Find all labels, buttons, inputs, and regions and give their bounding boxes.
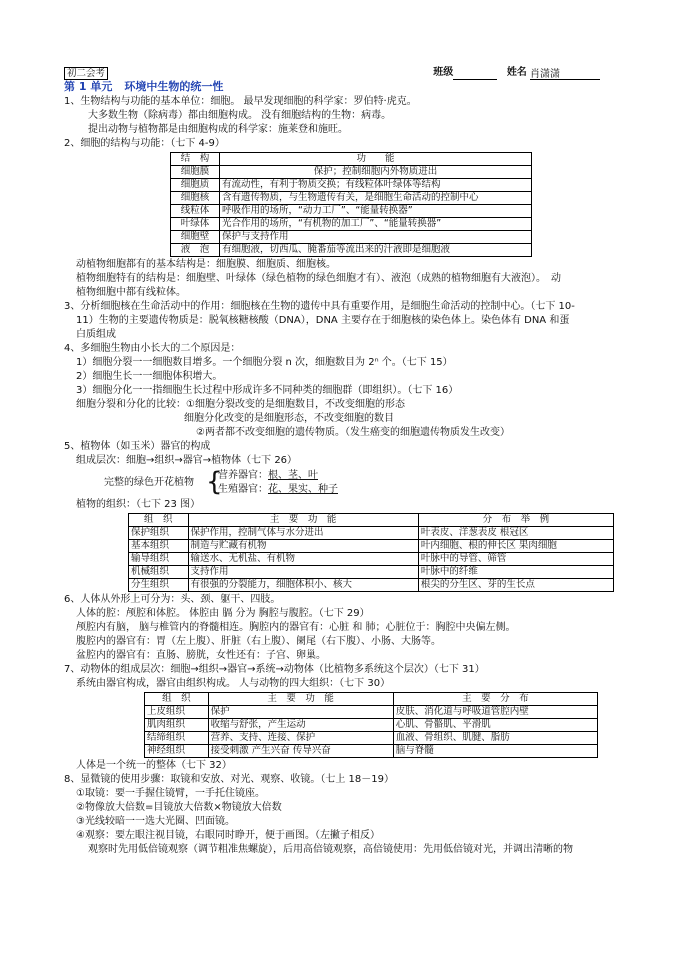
col-header: 组 织 (145, 693, 209, 706)
cell: 呼吸作用的场所，“动力工厂”、“能量转换器” (220, 205, 532, 218)
s3-line-1: 3、分析细胞核在生命活动中的作用：细胞核在生物的遗传中具有重要作用，是细胞生命活动的控制中心。（七下 10- (64, 301, 575, 312)
cell: 叶脉中的纤维 (418, 566, 613, 579)
table-header-row (129, 514, 614, 527)
table-row (145, 706, 598, 719)
s4-reason-3: 3）细胞分化一一指细胞生长过程中形成许多不同种类的细胞群（即组织）。（七下 16） (76, 385, 459, 396)
cell: 制造与贮藏有机物 (188, 540, 418, 553)
name-value: 肖潇潇 (530, 68, 600, 80)
table-row (171, 218, 532, 231)
col-header: 功 能 (220, 153, 532, 166)
table-row (129, 566, 614, 579)
cell: 有很强的分裂能力，细胞体积小、核大 (188, 579, 418, 592)
s8-step-5: 观察时先用低倍镜观察（调节粗准焦螺旋），后用高倍镜观察，高倍镜使用：先用低倍镜对光，并调出清晰的物 (88, 844, 573, 855)
branch-value: 根、茎、叶 (268, 470, 318, 481)
exam-tag: 初二会考 (64, 67, 108, 80)
s4-reason-2: 2）细胞生长一一细胞体积增大。 (76, 371, 223, 382)
s3-line-3: 白质组成 (76, 329, 116, 340)
cell: 上皮组织 (145, 706, 209, 719)
branch-label: 营养器官： (218, 470, 268, 481)
page-header (64, 66, 640, 80)
name-label: 姓名 (506, 67, 527, 78)
col-header: 主 要 功 能 (208, 693, 393, 706)
table-row (145, 745, 598, 758)
animal-tissue-table (144, 692, 598, 758)
cell: 含有遗传物质，与生物遗传有关，是细胞生命活动的控制中心 (220, 192, 532, 205)
student-info (433, 66, 600, 80)
branch-label: 生殖器官： (218, 484, 268, 495)
cell: 液 泡 (171, 244, 220, 257)
col-header: 分 布 举 例 (418, 514, 613, 527)
cell: 线粒体 (171, 205, 220, 218)
s6-line-2: 人体的腔：颅腔和体腔。 体腔由 膈 分为 胸腔与腹腔。（七下 29） (76, 608, 370, 619)
tree-root: 完整的绿色开花植物 (104, 477, 194, 488)
s6-line-1: 6、人体从外形上可分为：头、颈、躯干、四肢。 (64, 594, 281, 605)
cell: 细胞壁 (171, 231, 220, 244)
table-row (129, 540, 614, 553)
s4-reason-1: 1）细胞分裂一一细胞数目增多。一个细胞分裂 n 次，细胞数目为 2ⁿ 个。（七下 15） (76, 357, 453, 368)
s2-note-2: 植物细胞特有的结构是：细胞壁、叶绿体（绿色植物的绿色细胞才有）、液泡（成熟的植物细胞有大液泡）。 动 (76, 273, 561, 284)
cell: 叶内细胞、根的伸长区 果肉细胞 (418, 540, 613, 553)
s2-title: 2、细胞的结构与功能：（七下 4-9） (64, 138, 225, 149)
cell: 结缔组织 (145, 732, 209, 745)
s1-line-3: 提出动物与植物都是由细胞构成的科学家：施莱登和施旺。 (88, 124, 348, 135)
s7-line-1: 7、动物体的组成层次：细胞→组织→器官→系统→动物体（比植物多系统这个层次）（七下 31） (64, 664, 485, 675)
table-row (129, 553, 614, 566)
class-blank (453, 68, 497, 80)
s7-line-3: 人体是一个统一的整体（七下 32） (76, 760, 232, 771)
plant-organ-tree (104, 468, 640, 498)
s6-line-3: 颅腔内有脑， 脑与椎管内的脊髓相连。胸腔内的器官有：心脏 和 肺；心脏位于：胸腔中央偏左侧。 (76, 622, 516, 633)
s5-tissue-title: 植物的组织：（七下 23 图） (76, 499, 201, 510)
col-header: 结 构 (171, 153, 220, 166)
cell: 输导组织 (129, 553, 189, 566)
cell: 有细胞液，切西瓜、腌番茄等流出来的汁液即是细胞液 (220, 244, 532, 257)
s6-line-4: 腹腔内的器官有：胃（左上腹）、肝脏（右上腹）、阑尾（右下腹）、小肠、大肠等。 (76, 636, 441, 647)
col-header: 主 要 功 能 (188, 514, 418, 527)
tree-branch-vegetative (218, 469, 318, 483)
cell: 分生组织 (129, 579, 189, 592)
cell: 输送水、无机盐、有机物 (188, 553, 418, 566)
table-row (171, 166, 532, 179)
cell: 支持作用 (188, 566, 418, 579)
s5-levels: 组成层次：细胞→组织→器官→植物体（七下 26） (76, 455, 298, 466)
s7-line-2: 系统由器官构成，器官由组织构成。 人与动物的四大组织：（七下 30） (76, 678, 391, 689)
table-row (171, 192, 532, 205)
table-row (145, 719, 598, 732)
cell: 皮肤、消化道与呼吸道管腔内壁 (393, 706, 597, 719)
cell: 营养、支持、连接、保护 (208, 732, 393, 745)
cell: 收缩与舒张，产生运动 (208, 719, 393, 732)
s6-line-5: 盆腔内的器官有：直肠、膀胱，女性还有：子宫、卵巢。 (76, 650, 326, 661)
cell: 细胞核 (171, 192, 220, 205)
unit-name: 环境中生物的统一性 (124, 80, 224, 93)
cell: 叶脉中的导管、筛管 (418, 553, 613, 566)
cell: 保护作用，控制气体与水分进出 (188, 527, 418, 540)
s2-note-1: 动植物细胞都有的基本结构是：细胞膜、细胞质、细胞核。 (76, 259, 336, 270)
s4-compare-1: 细胞分裂和分化的比较：①细胞分裂改变的是细胞数目，不改变细胞的形态 (76, 399, 405, 410)
table-row (171, 179, 532, 192)
s3-line-2: 11）生物的主要遗传物质是：脱氧核糖核酸（DNA），DNA 主要存在于细胞核的染色体上。染色体有 DNA 和蛋 (76, 315, 570, 326)
table-row (145, 732, 598, 745)
cell: 光合作用的场所，“有机物的加工厂”、“能量转换器” (220, 218, 532, 231)
plant-tissue-table (128, 513, 614, 592)
table-row (129, 579, 614, 592)
cell: 血液、骨组织、肌腱、脂肪 (393, 732, 597, 745)
cell: 根尖的分生区、芽的生长点 (418, 579, 613, 592)
s4-compare-2: 细胞分化改变的是细胞形态，不改变细胞的数目 (184, 413, 394, 424)
s2-note-3: 植物细胞中都有线粒体。 (76, 287, 186, 298)
cell: 叶表皮、洋葱表皮 根冠区 (418, 527, 613, 540)
table-row (171, 205, 532, 218)
cell: 有流动性，有利于物质交换；有线粒体叶绿体等结构 (220, 179, 532, 192)
cell: 保护与支持作用 (220, 231, 532, 244)
col-header: 组 织 (129, 514, 189, 527)
s8-step-3: ③光线较暗一一选大光圈、凹面镜。 (76, 816, 235, 827)
s1-line-1: 1、生物结构与功能的基本单位：细胞。 最早发现细胞的科学家：罗伯特·虎克。 (64, 96, 417, 107)
cell: 细胞质 (171, 179, 220, 192)
table-row (129, 527, 614, 540)
table-row (171, 244, 532, 257)
cell: 神经组织 (145, 745, 209, 758)
s4-compare-3: ②两者都不改变细胞的遗传物质。（发生癌变的细胞遗传物质发生改变） (196, 427, 510, 438)
tree-branch-reproductive (218, 483, 338, 497)
cell-structure-table (170, 152, 532, 257)
s8-step-4: ④观察：要左眼注视目镜，右眼同时睁开，便于画图。（左撇子相反） (76, 830, 380, 841)
document-page (64, 66, 640, 857)
cell: 接受刺激 产生兴奋 传导兴奋 (208, 745, 393, 758)
s4-title: 4、多细胞生物由小长大的二个原因是： (64, 343, 241, 354)
cell: 细胞膜 (171, 166, 220, 179)
cell: 保护 (208, 706, 393, 719)
cell: 保护；控制细胞内外物质进出 (220, 166, 532, 179)
s8-title: 8、显微镜的使用步骤：取镜和安放、对光、观察、收镜。（七上 18－19） (64, 774, 394, 785)
unit-title (64, 80, 640, 95)
branch-value: 花、果实、种子 (268, 484, 338, 495)
cell: 叶绿体 (171, 218, 220, 231)
s1-line-2: 大多数生物（除病毒）都由细胞构成。 没有细胞结构的生物：病毒。 (88, 110, 392, 121)
class-label: 班级 (433, 67, 454, 78)
s8-step-1: ①取镜：要一手握住镜臂，一手托住镜座。 (76, 788, 265, 799)
cell: 保护组织 (129, 527, 189, 540)
brace-icon: { (206, 467, 223, 497)
col-header: 主 要 分 布 (393, 693, 597, 706)
table-header-row (171, 153, 532, 166)
table-header-row (145, 693, 598, 706)
cell: 心肌、骨骼肌、平滑肌 (393, 719, 597, 732)
unit-number: 第 1 单元 (64, 80, 113, 93)
s5-title: 5、植物体（如玉米）器官的构成 (64, 441, 211, 452)
cell: 肌肉组织 (145, 719, 209, 732)
table-row (171, 231, 532, 244)
cell: 脑与脊髓 (393, 745, 597, 758)
s8-step-2: ②物像放大倍数=目镜放大倍数×物镜放大倍数 (76, 802, 282, 813)
cell: 机械组织 (129, 566, 189, 579)
cell: 基本组织 (129, 540, 189, 553)
